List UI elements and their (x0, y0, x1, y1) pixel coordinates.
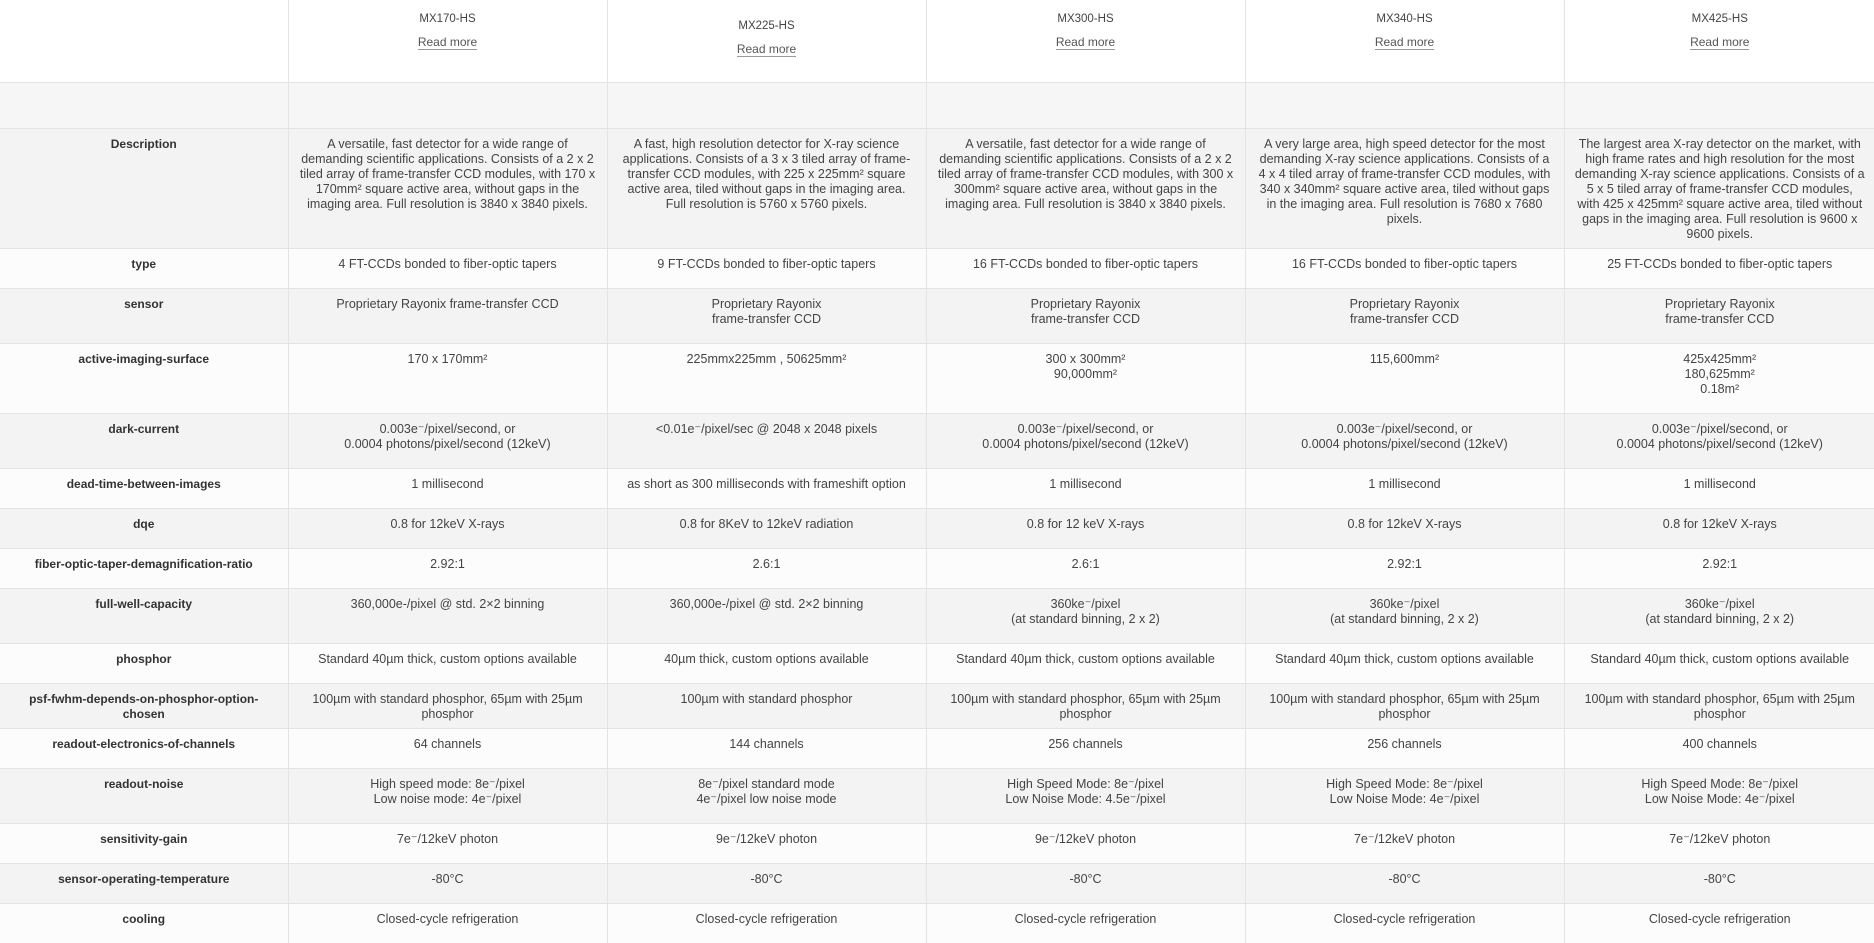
header-empty-cell (0, 0, 288, 82)
spec-row-dead-time-between-images (0, 468, 1874, 508)
spec-value: as short as 300 milliseconds with frameshift option (607, 468, 926, 508)
spec-label: readout-electronics-of-channels (0, 728, 288, 768)
spec-value: High Speed Mode: 8e⁻/pixel Low Noise Mode: 4e⁻/pixel (1564, 768, 1874, 823)
spec-row-type (0, 248, 1874, 288)
spacer-cell (1564, 82, 1874, 128)
product-header-row (0, 0, 1874, 82)
spec-value: 16 FT-CCDs bonded to fiber-optic tapers (1245, 248, 1564, 288)
spacer-cell (0, 82, 288, 128)
spec-value: 256 channels (1245, 728, 1564, 768)
spec-value: 0.8 for 12 keV X-rays (926, 508, 1245, 548)
spec-value: Proprietary Rayonix frame-transfer CCD (926, 288, 1245, 343)
spec-label: dqe (0, 508, 288, 548)
spec-label: full-well-capacity (0, 588, 288, 643)
spec-value: 7e⁻/12keV photon (288, 823, 607, 863)
spec-value: 0.8 for 12keV X-rays (1245, 508, 1564, 548)
spec-value: 0.003e⁻/pixel/second, or 0.0004 photons/pixel/second (12keV) (1564, 413, 1874, 468)
spec-value: 360ke⁻/pixel (at standard binning, 2 x 2) (1564, 588, 1874, 643)
spacer-cell (926, 82, 1245, 128)
spec-value: 300 x 300mm² 90,000mm² (926, 343, 1245, 413)
spec-value: 100µm with standard phosphor, 65µm with 25µm phosphor (1245, 683, 1564, 728)
spec-row-description (0, 128, 1874, 248)
spec-label: readout-noise (0, 768, 288, 823)
spec-value: 0.8 for 12keV X-rays (1564, 508, 1874, 548)
spec-value: 115,600mm² (1245, 343, 1564, 413)
product-name: MX425-HS (1691, 13, 1748, 25)
spec-value: -80°C (1564, 863, 1874, 903)
read-more-link[interactable]: Read more (736, 42, 797, 56)
spec-value: 170 x 170mm² (288, 343, 607, 413)
spec-value: 360,000e-/pixel @ std. 2×2 binning (607, 588, 926, 643)
spec-value: A versatile, fast detector for a wide range of demanding scientific applications. Consists of a 2 x 2 tiled array of frame-transfer CCD modules, with 300 x 300mm² square active area, without gaps in the imaging area. Full resolution is 3840 x 3840 pixels. (926, 128, 1245, 248)
product-column-header (926, 0, 1245, 82)
spec-value: Proprietary Rayonix frame-transfer CCD (1245, 288, 1564, 343)
spec-value: Closed-cycle refrigeration (1245, 903, 1564, 943)
read-more-link[interactable]: Read more (417, 35, 478, 49)
spec-label: sensor-operating-temperature (0, 863, 288, 903)
spec-value: 100µm with standard phosphor (607, 683, 926, 728)
spec-value: Closed-cycle refrigeration (926, 903, 1245, 943)
spec-value: 7e⁻/12keV photon (1564, 823, 1874, 863)
spec-row-sensitivity-gain (0, 823, 1874, 863)
spec-value: 9e⁻/12keV photon (607, 823, 926, 863)
read-more-link[interactable]: Read more (1055, 35, 1116, 49)
spec-value: 8e⁻/pixel standard mode 4e⁻/pixel low noise mode (607, 768, 926, 823)
spec-value: -80°C (1245, 863, 1564, 903)
spec-row-readout-electronics-of-channels (0, 728, 1874, 768)
spec-value: Standard 40µm thick, custom options available (288, 643, 607, 683)
spec-value: Standard 40µm thick, custom options available (926, 643, 1245, 683)
spec-value: 0.003e⁻/pixel/second, or 0.0004 photons/pixel/second (12keV) (288, 413, 607, 468)
spacer-cell (1245, 82, 1564, 128)
spec-value: Closed-cycle refrigeration (288, 903, 607, 943)
product-name: MX170-HS (419, 13, 476, 25)
spec-row-dark-current (0, 413, 1874, 468)
spacer-row (0, 82, 1874, 128)
spec-label: active-imaging-surface (0, 343, 288, 413)
spec-row-sensor (0, 288, 1874, 343)
spec-value: Proprietary Rayonix frame-transfer CCD (607, 288, 926, 343)
spec-value: -80°C (607, 863, 926, 903)
spec-value: 2.92:1 (288, 548, 607, 588)
spec-value: A fast, high resolution detector for X-ray science applications. Consists of a 3 x 3 tiled array of frame-transfer CCD modules, with 225 x 225mm² square active area, tiled without gaps in the imaging area. Full resolution is 5760 x 5760 pixels. (607, 128, 926, 248)
spec-row-active-imaging-surface (0, 343, 1874, 413)
spacer-cell (288, 82, 607, 128)
spec-value: Standard 40µm thick, custom options available (1245, 643, 1564, 683)
spec-value: 1 millisecond (288, 468, 607, 508)
spec-row-fiber-optic-taper-demagnification-ratio (0, 548, 1874, 588)
spec-row-readout-noise (0, 768, 1874, 823)
spec-value: Proprietary Rayonix frame-transfer CCD (1564, 288, 1874, 343)
spec-value: 2.6:1 (926, 548, 1245, 588)
spec-value: 360ke⁻/pixel (at standard binning, 2 x 2) (926, 588, 1245, 643)
spec-row-psf-fwhm-depends-on-phosphor-option-chosen (0, 683, 1874, 728)
spec-value: 0.003e⁻/pixel/second, or 0.0004 photons/pixel/second (12keV) (926, 413, 1245, 468)
spec-value: 25 FT-CCDs bonded to fiber-optic tapers (1564, 248, 1874, 288)
spec-label: sensitivity-gain (0, 823, 288, 863)
spec-value: A very large area, high speed detector for the most demanding X-ray science applications. Consists of a 4 x 4 tiled array of frame-transfer CCD modules, with 340 x 340mm² square active area, tiled without gaps in the imaging area. Full resolution is 7680 x 7680 pixels. (1245, 128, 1564, 248)
spec-value: 225mmx225mm , 50625mm² (607, 343, 926, 413)
spec-value: 425x425mm² 180,625mm² 0.18m² (1564, 343, 1874, 413)
spec-value: 256 channels (926, 728, 1245, 768)
spec-value: 100µm with standard phosphor, 65µm with 25µm phosphor (1564, 683, 1874, 728)
spec-row-phosphor (0, 643, 1874, 683)
spec-value: 2.6:1 (607, 548, 926, 588)
spec-value: A versatile, fast detector for a wide range of demanding scientific applications. Consists of a 2 x 2 tiled array of frame-transfer CCD modules, with 170 x 170mm² square active area, without gaps in the imaging area. Full resolution is 3840 x 3840 pixels. (288, 128, 607, 248)
spec-value: 400 channels (1564, 728, 1874, 768)
spec-label: psf-fwhm-depends-on-phosphor-option-chosen (0, 683, 288, 728)
spec-label: sensor (0, 288, 288, 343)
spec-value: 9 FT-CCDs bonded to fiber-optic tapers (607, 248, 926, 288)
spec-value: 9e⁻/12keV photon (926, 823, 1245, 863)
spec-value: 2.92:1 (1245, 548, 1564, 588)
spec-value: Proprietary Rayonix frame-transfer CCD (288, 288, 607, 343)
spec-value: 0.003e⁻/pixel/second, or 0.0004 photons/pixel/second (12keV) (1245, 413, 1564, 468)
spec-value: High Speed Mode: 8e⁻/pixel Low Noise Mode: 4e⁻/pixel (1245, 768, 1564, 823)
spec-value: Standard 40µm thick, custom options available (1564, 643, 1874, 683)
spec-value: <0.01e⁻/pixel/sec @ 2048 x 2048 pixels (607, 413, 926, 468)
product-name: MX340-HS (1376, 13, 1433, 25)
product-name: MX300-HS (1057, 13, 1114, 25)
spec-value: 0.8 for 8KeV to 12keV radiation (607, 508, 926, 548)
spec-value: 4 FT-CCDs bonded to fiber-optic tapers (288, 248, 607, 288)
read-more-link[interactable]: Read more (1374, 35, 1435, 49)
spec-value: Closed-cycle refrigeration (607, 903, 926, 943)
spec-value: 16 FT-CCDs bonded to fiber-optic tapers (926, 248, 1245, 288)
product-column-header (1564, 0, 1874, 82)
spec-value: 100µm with standard phosphor, 65µm with 25µm phosphor (288, 683, 607, 728)
spacer-cell (607, 82, 926, 128)
spec-value: High speed mode: 8e⁻/pixel Low noise mode: 4e⁻/pixel (288, 768, 607, 823)
spec-value: 1 millisecond (926, 468, 1245, 508)
spec-value: The largest area X-ray detector on the market, with high frame rates and high resolution for the most demanding X-ray science applications. Consists of a 5 x 5 tiled array of frame-transfer CCD modules, with 425 x 425mm² square active area, tiled without gaps in the imaging area. Full resolution is 9600 x 9600 pixels. (1564, 128, 1874, 248)
spec-value: 100µm with standard phosphor, 65µm with 25µm phosphor (926, 683, 1245, 728)
spec-value: 360ke⁻/pixel (at standard binning, 2 x 2) (1245, 588, 1564, 643)
spec-row-dqe (0, 508, 1874, 548)
read-more-link[interactable]: Read more (1690, 35, 1750, 49)
spec-value: 0.8 for 12keV X-rays (288, 508, 607, 548)
spec-label: type (0, 248, 288, 288)
spec-value: 360,000e-/pixel @ std. 2×2 binning (288, 588, 607, 643)
spec-label: phosphor (0, 643, 288, 683)
product-column-header (607, 0, 926, 82)
product-column-header (288, 0, 607, 82)
spec-value: 1 millisecond (1564, 468, 1874, 508)
spec-row-cooling (0, 903, 1874, 943)
spec-label: cooling (0, 903, 288, 943)
spec-label: fiber-optic-taper-demagnification-ratio (0, 548, 288, 588)
spec-label: dead-time-between-images (0, 468, 288, 508)
spec-value: High Speed Mode: 8e⁻/pixel Low Noise Mode: 4.5e⁻/pixel (926, 768, 1245, 823)
spec-value: 40µm thick, custom options available (607, 643, 926, 683)
spec-label: Description (0, 128, 288, 248)
spec-row-sensor-operating-temperature (0, 863, 1874, 903)
spec-value: -80°C (288, 863, 607, 903)
spec-row-full-well-capacity (0, 588, 1874, 643)
product-column-header (1245, 0, 1564, 82)
spec-value: 7e⁻/12keV photon (1245, 823, 1564, 863)
spec-value: Closed-cycle refrigeration (1564, 903, 1874, 943)
spec-value: -80°C (926, 863, 1245, 903)
spec-value: 144 channels (607, 728, 926, 768)
spec-value: 64 channels (288, 728, 607, 768)
product-name: MX225-HS (738, 20, 795, 32)
spec-value: 2.92:1 (1564, 548, 1874, 588)
spec-value: 1 millisecond (1245, 468, 1564, 508)
spec-label: dark-current (0, 413, 288, 468)
